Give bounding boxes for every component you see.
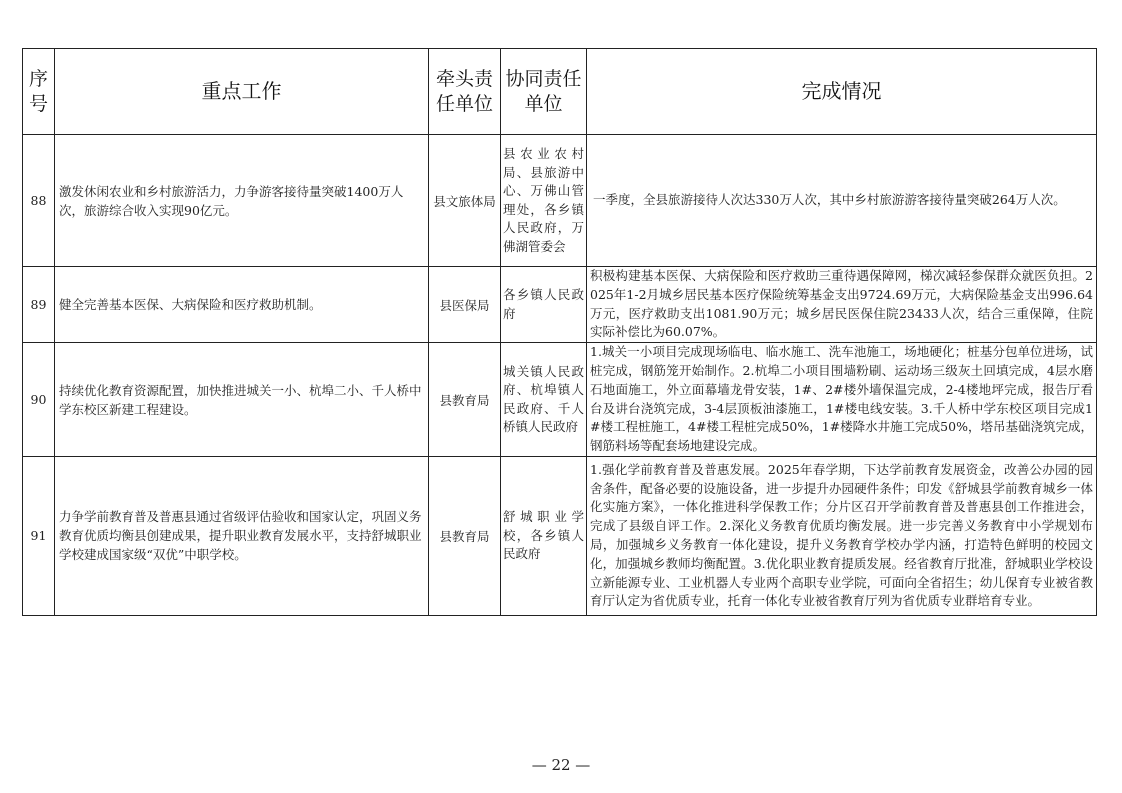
header-status: 完成情况	[587, 49, 1097, 135]
row-task: 持续优化教育资源配置，加快推进城关一小、杭埠二小、千人桥中学东校区新建工程建设。	[55, 343, 429, 457]
row-coop-unit: 舒城职业学校，各乡镇人民政府	[501, 456, 587, 615]
row-task: 健全完善基本医保、大病保险和医疗救助机制。	[55, 267, 429, 343]
row-seq: 91	[23, 456, 55, 615]
row-status: 1.城关一小项目完成现场临电、临水施工、洗车池施工，场地硬化；桩基分包单位进场，试桩完成，钢筋笼开始制作。2.杭埠二小项目围墙粉刷、运动场三级灰土回填完成，4层水磨石地面施工，外立面幕墙龙骨安装，1#、2#楼外墙保温完成，2-4楼地坪完成，报告厅看台及讲台浇筑完成，3-4层顶板油漆施工，1#楼电线安装。3.千人桥中学东校区项目完成1#楼工程桩施工，4#楼工程桩完成50%，1#楼降水井施工完成50%，塔吊基础浇筑完成，钢筋料场等配套场地建设完成。	[587, 343, 1097, 457]
row-coop-unit: 各乡镇人民政府	[501, 267, 587, 343]
header-task: 重点工作	[55, 49, 429, 135]
row-status: 一季度，全县旅游接待人次达330万人次，其中乡村旅游游客接待量突破264万人次。	[587, 135, 1097, 267]
table-header-row	[23, 49, 1097, 135]
row-seq: 88	[23, 135, 55, 267]
table-row	[23, 456, 1097, 615]
row-lead-unit: 县医保局	[429, 267, 501, 343]
row-seq: 89	[23, 267, 55, 343]
row-lead-unit: 县教育局	[429, 456, 501, 615]
row-task: 激发休闲农业和乡村旅游活力，力争游客接待量突破1400万人次，旅游综合收入实现90亿元。	[55, 135, 429, 267]
table-row	[23, 135, 1097, 267]
row-lead-unit: 县文旅体局	[429, 135, 501, 267]
row-task: 力争学前教育普及普惠县通过省级评估验收和国家认定，巩固义务教育优质均衡县创建成果，提升职业教育发展水平，支持舒城职业学校建成国家级“双优”中职学校。	[55, 456, 429, 615]
table-row	[23, 343, 1097, 457]
row-lead-unit: 县教育局	[429, 343, 501, 457]
row-status: 1.强化学前教育普及普惠发展。2025年春学期，下达学前教育发展资金，改善公办园的园舍条件，配备必要的设施设备，进一步提升办园硬件条件；印发《舒城县学前教育城乡一体化实施方案》，一体化推进科学保教工作；分片区召开学前教育普及普惠县创工作推进会，完成了县级自评工作。2.深化义务教育优质均衡发展。进一步完善义务教育中小学规划布局，加强城乡义务教育一体化建设，提升义务教育学校办学内涵，打造特色鲜明的校园文化，加强城乡教师均衡配置。3.优化职业教育提质发展。经省教育厅批准，舒城职业学校设立新能源专业、工业机器人专业两个高职专业学院，可面向全省招生；幼儿保育专业被省教育厅认定为省优质专业，托育一体化专业被省教育厅列为省优质专业群培育专业。	[587, 456, 1097, 615]
header-coop-unit: 协同责任单位	[501, 49, 587, 135]
page-number: — 22 —	[531, 756, 591, 774]
row-coop-unit: 城关镇人民政府、杭埠镇人民政府、千人桥镇人民政府	[501, 343, 587, 457]
row-seq: 90	[23, 343, 55, 457]
header-lead-unit: 牵头责任单位	[429, 49, 501, 135]
row-coop-unit: 县农业农村局、县旅游中心、万佛山管理处，各乡镇人民政府，万佛湖管委会	[501, 135, 587, 267]
work-progress-table	[22, 48, 1097, 616]
row-status: 积极构建基本医保、大病保险和医疗救助三重待遇保障网，梯次减轻参保群众就医负担。2025年1-2月城乡居民基本医疗保险统筹基金支出9724.69万元，大病保险基金支出996.64万元，医疗救助支出1081.90万元；城乡居民医保住院23433人次，结合三重保障，住院实际补偿比为60.07%。	[587, 267, 1097, 343]
table-row	[23, 267, 1097, 343]
header-seq: 序号	[23, 49, 55, 135]
